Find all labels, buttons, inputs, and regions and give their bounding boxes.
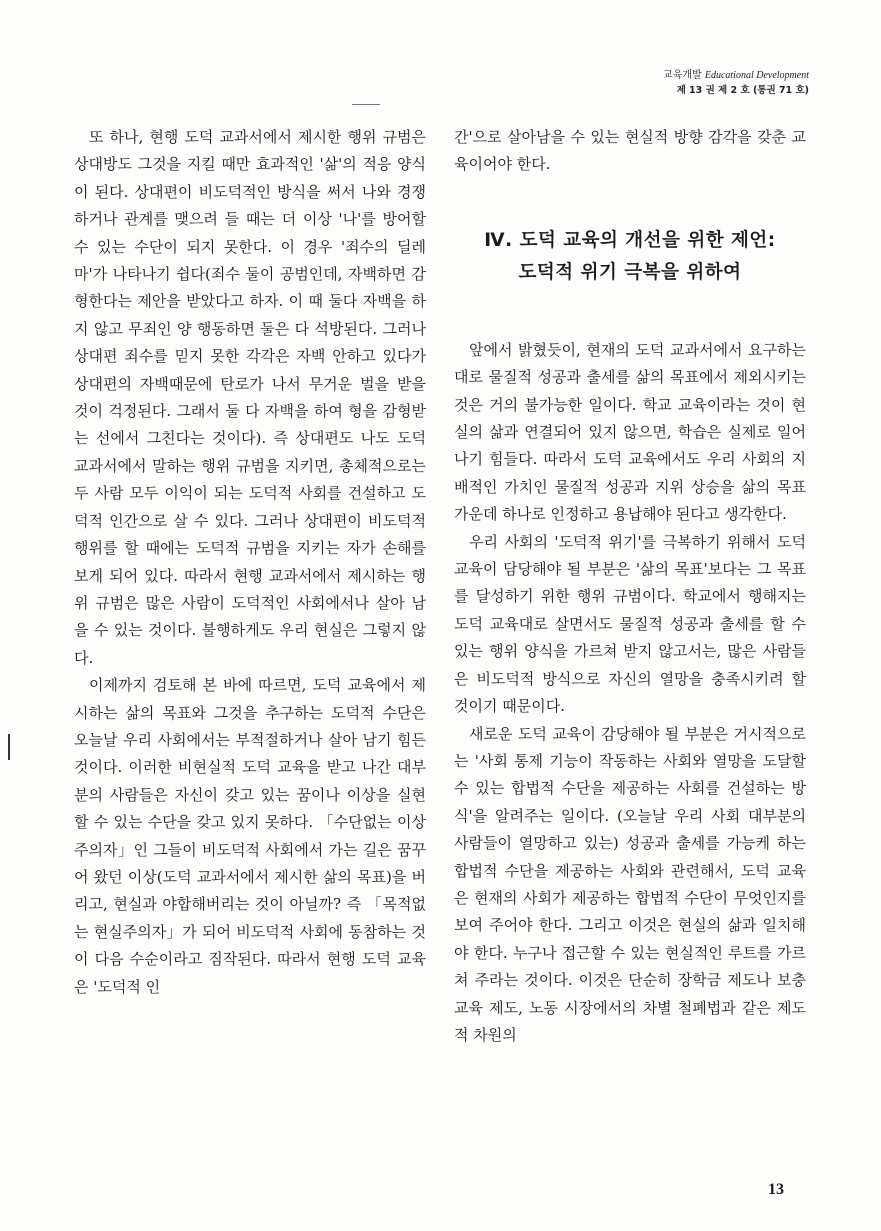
- running-header: [663, 68, 809, 98]
- header-rule: [352, 104, 380, 105]
- journal-title-english: Educational Development: [704, 70, 809, 81]
- section-heading-line-1: Ⅳ. 도덕 교육의 개선을 위한 제언:: [484, 229, 776, 251]
- paragraph: 이제까지 검토해 본 바에 따르면, 도덕 교육에서 제시하는 삶의 목표와 그것을 추구하는 도덕적 수단은 오늘날 우리 사회에서는 부적절하거나 살아 남기 힘든 것이다. 이러한 비현실적 도덕 교육을 받고 나간 대부분의 사람들은 자신이 갖고 있는 꿈이나 이상을 실현할 수 있는 수단을 갖고 있지 못하다. 「수단없는 이상주의자」인 그들이 비도덕적 사회에서 가는 길은 꿈꾸어 왔던 이상(도덕 교과서에서 제시한 삶의 목표)을 버리고, 현실과 야합해버리는 것이 아닐까? 즉 「목적없는 현실주의자」가 되어 비도덕적 사회에 동참하는 것이 다음 수순이라고 짐작된다. 따라서 현행 도덕 교육은 '도덕적 인: [74, 676, 426, 996]
- paragraph: 우리 사회의 '도덕적 위기'를 극복하기 위해서 도덕 교육이 담당해야 될 부분은 '삶의 목표'보다는 그 목표를 달성하기 위한 행위 규범이다. 학교에서 행해지는 도덕 교육대로 살면서도 물질적 성공과 출세를 할 수 있는 행위 양식을 가르쳐 받지 않고서는, 많은 사람들은 비도덕적 방식으로 자신의 열망을 충족시키려 할 것이기 때문이다.: [454, 532, 806, 716]
- paragraph: 새로운 도덕 교육이 감당해야 될 부분은 거시적으로는 '사회 통제 기능이 작동하는 사회와 열망을 도달할 수 있는 합법적 수단을 제공하는 사회를 건설하는 방식'을 알려주는 일이다. (오늘날 우리 사회 대부분의 사람들이 열망하고 있는) 성공과 출세를 가능케 하는 합법적 수단을 제공하는 사회와 관련해서, 도덕 교육은 현재의 사회가 제공하는 합법적 수단이 무엇인지를 보여 주어야 한다. 그리고 이것은 현실의 삶과 일치해야 한다. 누구나 접근할 수 있는 현실적인 루트를 가르쳐 주라는 것이다. 이것은 단순히 장학금 제도나 보충 교육 제도, 노동 시장에서의 차별 철폐법과 같은 제도적 차원의: [454, 724, 806, 1044]
- left-column: [74, 124, 426, 1001]
- paragraph-continuation: 간'으로 살아남을 수 있는 현실적 방향 감각을 갖춘 교육이어야 한다.: [454, 128, 806, 174]
- margin-mark: [8, 734, 10, 760]
- right-column: [454, 124, 806, 1049]
- section-heading: [454, 225, 806, 289]
- paragraph: 앞에서 밝혔듯이, 현재의 도덕 교과서에서 요구하는대로 물질적 성공과 출세를 삶의 목표에서 제외시키는 것은 거의 불가능한 일이다. 학교 교육이라는 것이 현실의 삶과 연결되어 있지 않으면, 학습은 실제로 일어나기 힘들다. 따라서 도덕 교육에서도 우리 사회의 지배적인 가치인 물질적 성공과 지위 상승을 삶의 목표 가운데 하나로 인정하고 용납해야 된다고 생각한다.: [454, 340, 806, 524]
- issue-info: 제 13 권 제 2 호 (통권 71 호): [676, 85, 809, 96]
- journal-title-line: [663, 68, 809, 83]
- section-heading-line-2: 도덕적 위기 극복을 위하여: [518, 261, 742, 283]
- journal-title-korean: 교육개발: [663, 70, 702, 81]
- page-number: 13: [768, 1181, 784, 1198]
- paragraph: 또 하나, 현행 도덕 교과서에서 제시한 행위 규범은 상대방도 그것을 지킬 때만 효과적인 '삶'의 적응 양식이 된다. 상대편이 비도덕적인 방식을 써서 나와 경쟁하거나 관계를 맺으려 들 때는 더 이상 '나'를 방어할 수 있는 수단이 되지 못한다. 이 경우 '죄수의 딜레마'가 나타나기 쉽다(죄수 둘이 공범인데, 자백하면 감형한다는 제안을 받았다고 하자. 이 때 둘다 자백을 하지 않고 무죄인 양 행동하면 둘은 다 석방된다. 그러나 상대편 죄수를 믿지 못한 각각은 자백 안하고 있다가 상대편의 자백때문에 탄로가 나서 무거운 벌을 받을 것이 걱정된다. 그래서 둘 다 자백을 하여 형을 감형받는 선에서 그친다는 것이다). 즉 상대편도 나도 도덕 교과서에서 말하는 행위 규범을 지키면, 총체적으로는 두 사람 모두 이익이 되는 도덕적 사회를 건설하고 도덕적 인간으로 살 수 있다. 그러나 상대편이 비도덕적 행위를 할 때에는 도덕적 규범을 지키는 자가 손해를 보게 되어 있다. 따라서 현행 교과서에서 제시하는 행위 규범은 많은 사람이 도덕적인 사회에서나 살아 남을 수 있는 것이다. 불행하게도 우리 현실은 그렇지 않다.: [74, 128, 426, 667]
